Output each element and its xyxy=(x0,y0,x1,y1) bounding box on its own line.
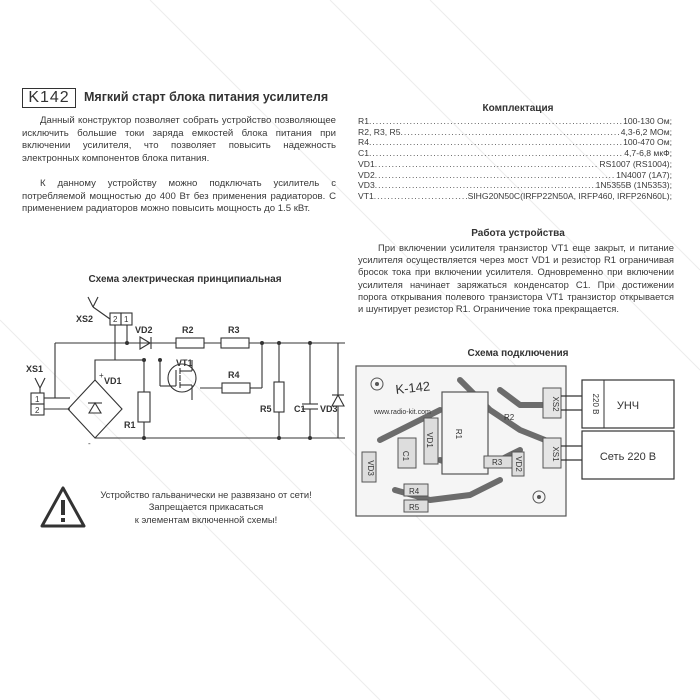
work-heading: Работа устройства xyxy=(471,228,565,239)
pcb-ref-vd1: VD1 xyxy=(425,432,434,448)
label-xs2: XS2 xyxy=(76,314,94,324)
kit-item-value: 4,3-6,2 МОм; xyxy=(620,126,672,137)
pcb-ref-r3: R3 xyxy=(492,458,503,467)
pin-2: 2 xyxy=(35,406,40,415)
kit-item-value: 4,7-6,8 мкФ; xyxy=(624,148,672,159)
pcb-ref-vd3: VD3 xyxy=(366,460,375,476)
pcb-transistor-vt1 xyxy=(442,392,488,474)
label-r1: R1 xyxy=(124,420,136,430)
label-r5: R5 xyxy=(260,404,272,414)
pcb-ref-r2: R2 xyxy=(504,413,515,422)
kit-item-value: SIHG20N50C(IRFP22N50A, IRFP460, IRFP26N60L); xyxy=(467,190,672,201)
xs2-pin-1: 1 xyxy=(124,315,129,324)
kit-item-value: RS1007 (RS1004); xyxy=(599,158,672,169)
label-r4: R4 xyxy=(228,370,240,380)
label-r3: R3 xyxy=(228,325,240,335)
kit-heading: Комплектация xyxy=(482,103,554,114)
pcb-ref-r1: R1 xyxy=(454,428,463,440)
kit-item-ref: C1 xyxy=(358,148,369,159)
mains-label: Сеть 220 В xyxy=(599,451,657,463)
kit-item-value: 100-130 Ом; xyxy=(623,116,672,126)
pcb-board-label: K-142 xyxy=(394,378,431,397)
connection-heading: Схема подключения xyxy=(467,348,569,359)
work-description: При включении усилителя транзистор VT1 еще закрыт, и питание усилителя осуществляется через мост VD1 и резистор R1 ограничивая бросок тока при включении усилителя. Одновременно при включении усилителя начинает заряжаться конденсатор С1. При достижении порога открывания полевого транзистора VT1 транзистор открывается и шунтирует резистор R1. Ограничение тока прекращается. xyxy=(358,242,674,315)
kit-item-ref: VD1 xyxy=(358,158,375,169)
kit-item-value: 1N4007 (1А7); xyxy=(616,169,672,180)
pcb-ref-c1: C1 xyxy=(401,450,410,462)
pcb-ref-r4: R4 xyxy=(409,487,420,496)
label-r2: R2 xyxy=(182,325,194,335)
plus-sign: + xyxy=(99,371,104,380)
label-xs1: XS1 xyxy=(26,364,44,374)
xs2-pin-2: 2 xyxy=(113,315,118,324)
warning-line-2: Запрещается прикасаться xyxy=(148,501,264,513)
label-vd2: VD2 xyxy=(135,325,153,335)
page-title: Мягкий старт блока питания усилителя xyxy=(84,90,329,104)
description-paragraph-1: Данный конструктор позволяет собрать устройство позволяющее исключить большие токи заряда емкостей блока питания при включении усилителя, что позволяет повысить надежность электронных компонентов блока питания. xyxy=(22,115,336,164)
kit-item-ref: VD2 xyxy=(358,169,375,180)
kit-item-ref: R2, R3, R5 xyxy=(358,126,401,137)
kit-item-ref: R1 xyxy=(358,116,369,126)
pcb-site: www.radio-kit.com xyxy=(374,409,431,416)
label-vd3: VD3 xyxy=(320,404,338,414)
amp-voltage: 220 В xyxy=(591,393,600,415)
warning-line-1: Устройство гальванически не развязано от сети! xyxy=(100,489,312,500)
kit-code-badge: K142 xyxy=(22,88,76,108)
kit-item-ref: R4 xyxy=(358,137,369,148)
warning-icon xyxy=(40,486,86,528)
kit-item-ref: VD3 xyxy=(358,180,375,191)
amplifier-label: УНЧ xyxy=(616,400,640,412)
kit-item-value: 100-470 Ом; xyxy=(623,137,672,148)
pcb-ref-r5: R5 xyxy=(409,503,420,512)
safety-warning xyxy=(86,489,326,526)
pcb-ref-xs2: XS2 xyxy=(551,396,560,412)
kit-item-value: 1N5355B (1N5353); xyxy=(595,180,672,191)
pin-1: 1 xyxy=(35,395,40,404)
minus-sign: - xyxy=(88,439,91,448)
description-paragraph-2: К данному устройству можно подключать усилитель с потребляемой мощностью до 400 Вт без применения радиаторов. С применением радиаторов можно повысить мощность до 1.5 кВт. xyxy=(22,178,336,215)
pcb-ref-xs1: XS1 xyxy=(551,446,560,462)
schematic-heading: Схема электрическая принципиальная xyxy=(88,274,282,285)
label-vd1: VD1 xyxy=(104,376,122,386)
kit-item-ref: VT1 xyxy=(358,190,374,201)
warning-line-3: к элементам включенной схемы! xyxy=(134,513,278,525)
label-c1: C1 xyxy=(294,404,306,414)
pcb-ref-vd2: VD2 xyxy=(514,456,523,472)
label-vt1: VT1 xyxy=(176,358,193,368)
